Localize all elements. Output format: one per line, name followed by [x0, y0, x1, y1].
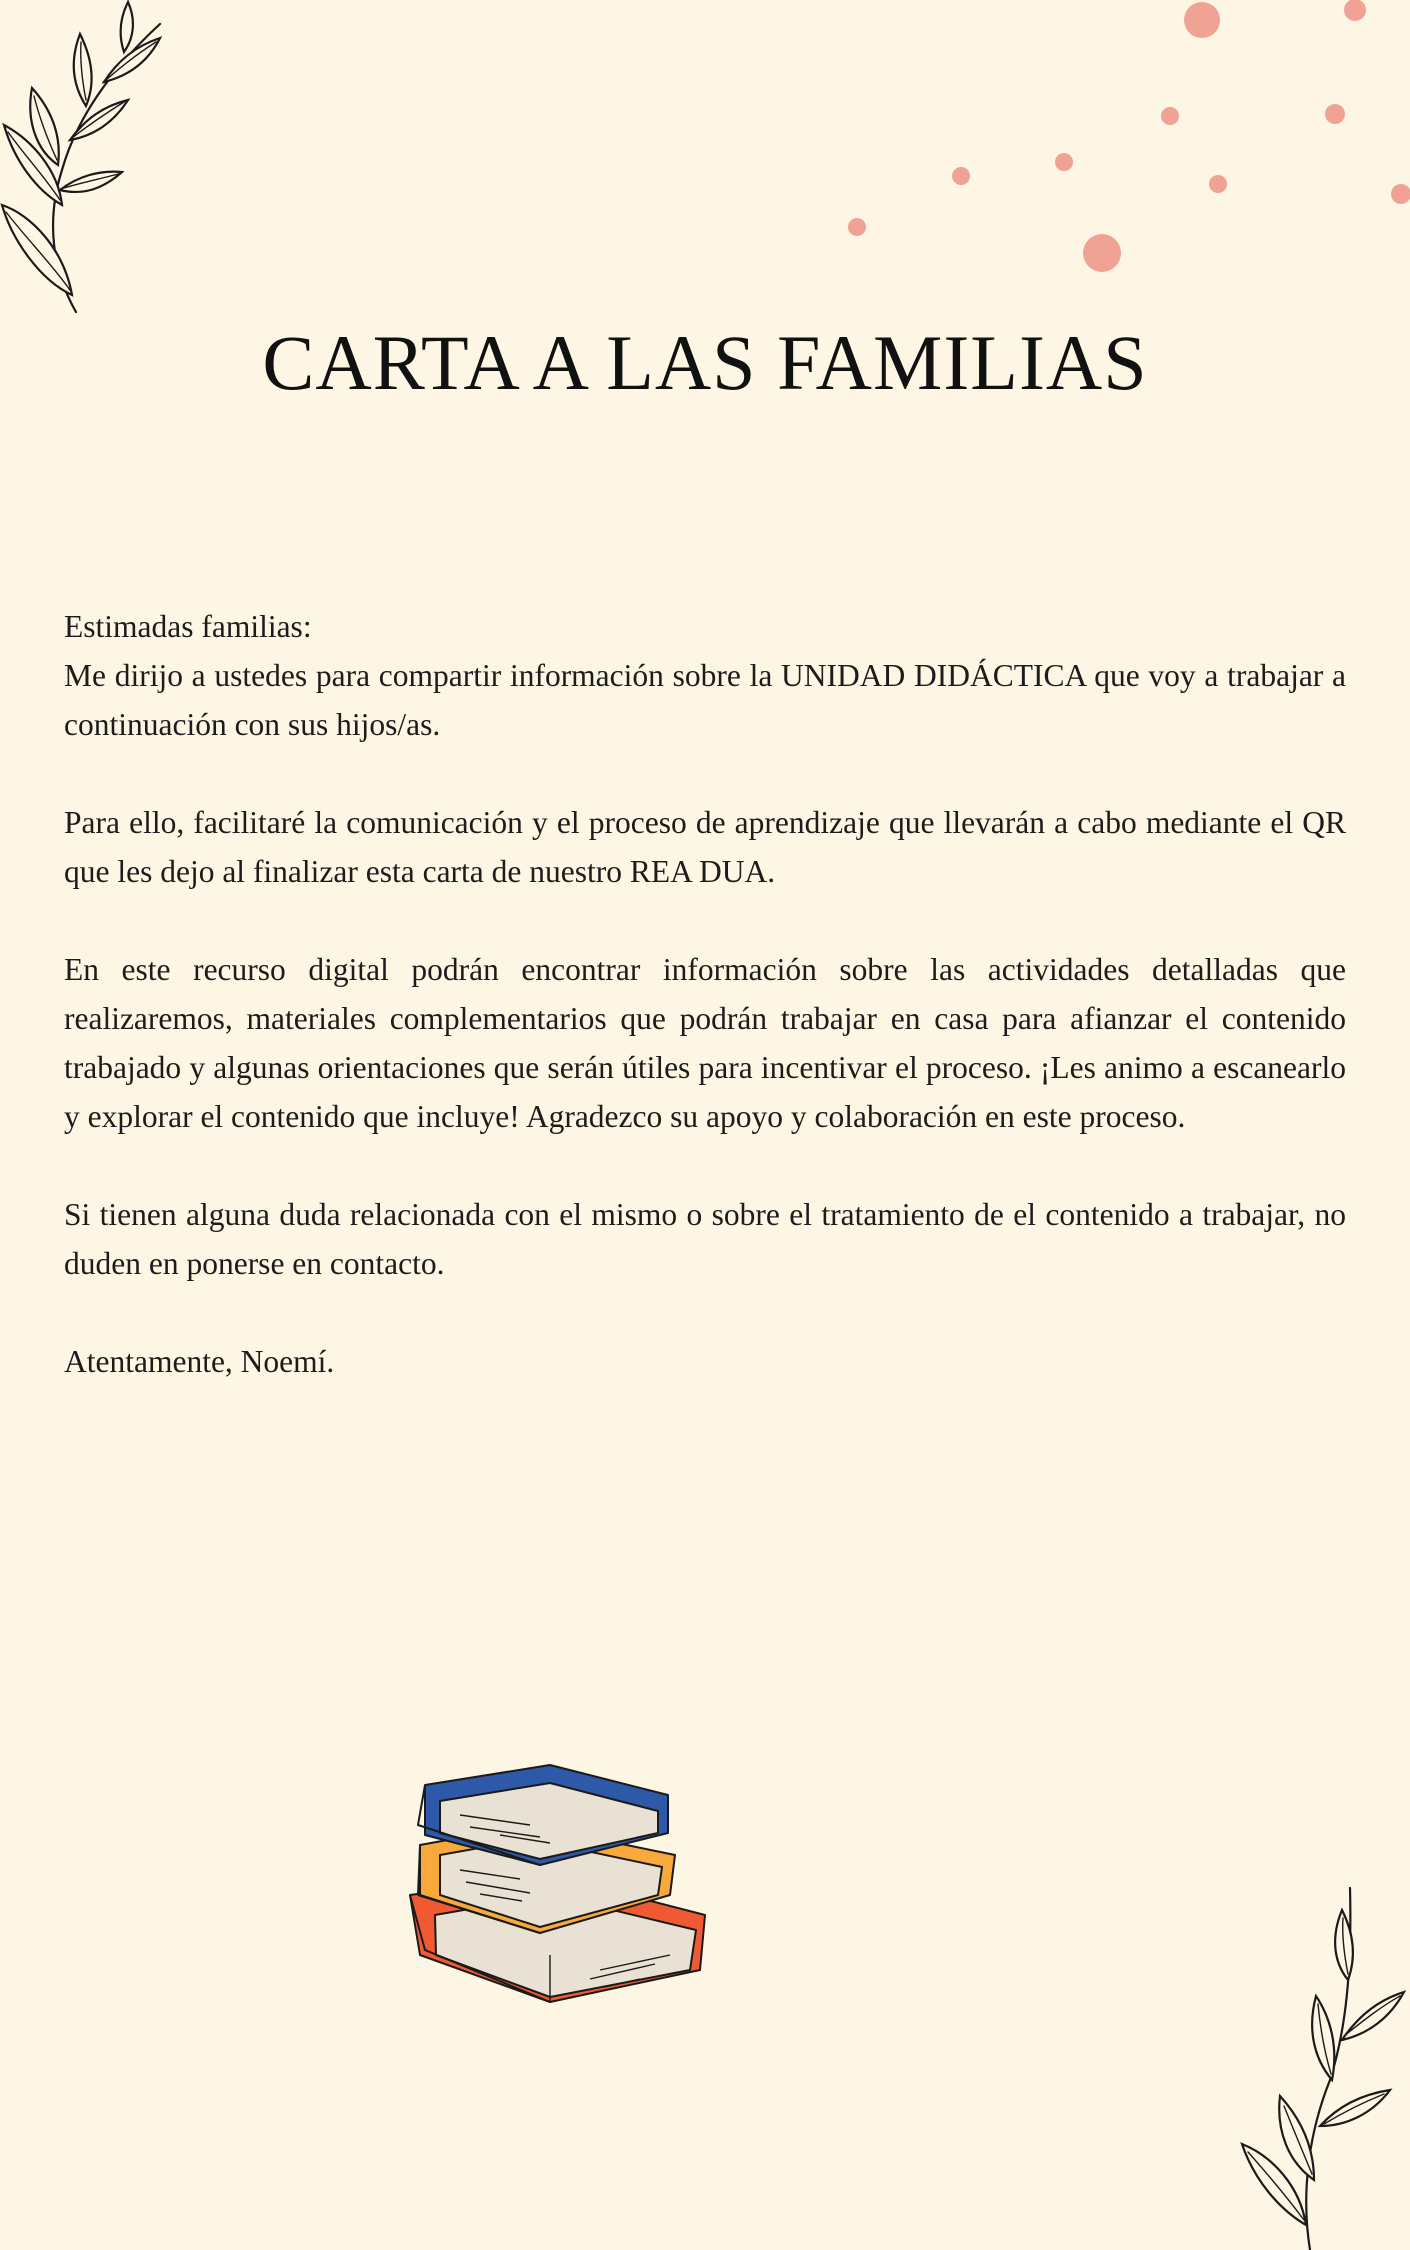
page-title: CARTA A LAS FAMILIAS — [262, 319, 1148, 406]
leaf-branch-icon — [1240, 1880, 1410, 2250]
paragraph: Para ello, facilitaré la comunicación y el proceso de aprendizaje que llevarán a cabo mediante el QR que les dejo al finalizar esta carta de nuestro REA DUA. — [64, 805, 1346, 889]
books-stack-icon — [400, 1755, 710, 2015]
closing: Atentamente, Noemí. — [64, 1344, 335, 1379]
leaf-branch-icon — [0, 0, 170, 320]
paragraph: Si tienen alguna duda relacionada con el mismo o sobre el tratamiento de el contenido a trabajar, no duden en ponerse en contacto. — [64, 1197, 1346, 1281]
paragraph: Me dirijo a ustedes para compartir información sobre la UNIDAD DIDÁCTICA que voy a trabajar a continuación con sus hijos/as. — [64, 658, 1346, 742]
greeting: Estimadas familias: — [64, 609, 312, 644]
letter-body — [64, 602, 1346, 1435]
paragraph: En este recurso digital podrán encontrar información sobre las actividades detalladas que realizaremos, materiales complementarios que podrán trabajar en casa para afianzar el contenido trabajado y algunas orientaciones que serán útiles para incentivar el proceso. ¡Les animo a escanearlo y explorar el contenido que incluye! Agradezco su apoyo y colaboración en este proceso. — [64, 952, 1346, 1134]
dots-pattern — [830, 0, 1410, 280]
